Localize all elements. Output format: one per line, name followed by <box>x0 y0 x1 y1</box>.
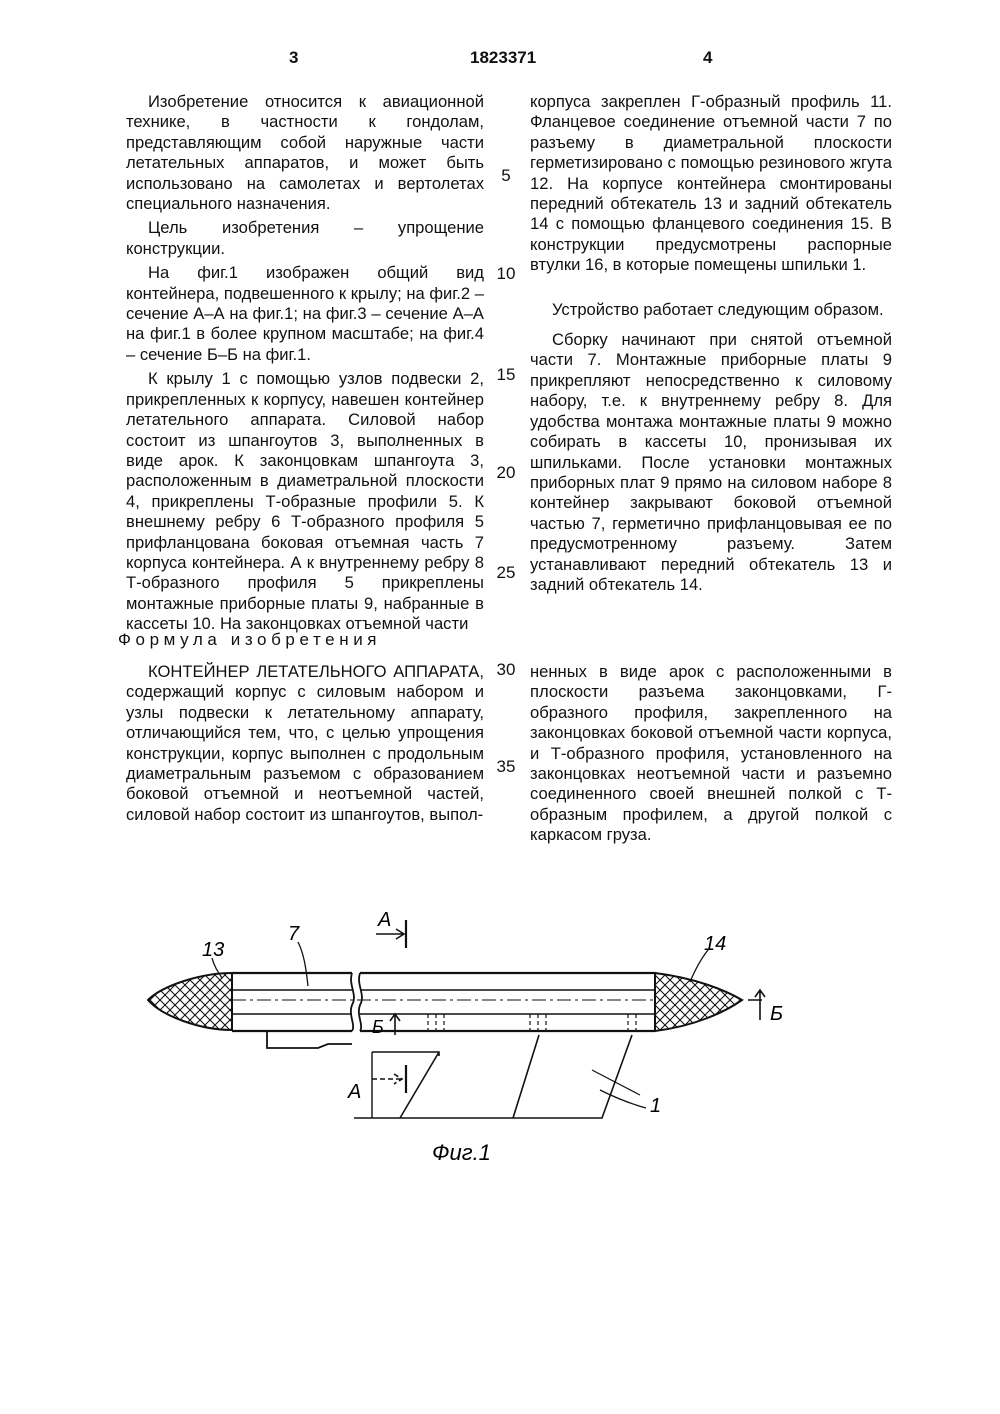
right-column <box>530 92 892 595</box>
paragraph: К крылу 1 с помощью узлов подвески 2, прикрепленных к корпусу, навешен контейнер летательного аппарата. Силовой набор состоит из шпангоутов 3, выполненных в виде арок. К законцовкам шпангоута 3, расположенным в диаметральной плоскости 4, прикреплены Т-образные профили 5. К внешнему ребру 6 Т-образного профиля 5 прифланцована боковая отъемная часть 7 корпуса контейнера. А к внутреннему ребру 8 Т-образного профиля 5 прикреплены монтажные приборные платы 9, набранные в кассеты 10. На законцовках отъемной части <box>126 369 484 634</box>
paragraph: Устройство работает следующим образом. <box>552 299 884 319</box>
figure-1 <box>0 890 1000 1180</box>
label-wing: 1 <box>650 1095 662 1117</box>
left-column <box>126 92 484 635</box>
rear-fairing <box>655 973 742 1031</box>
label-removable-part: 7 <box>288 923 300 945</box>
paragraph: Изобретение относится к авиационной технике, в частности к гондолам, представляющим собой наружные части летательных аппаратов, и может быть использовано на самолетах и вертолетах специального назначения. <box>126 92 484 214</box>
formula-left-text <box>126 662 484 825</box>
paragraph: КОНТЕЙНЕР ЛЕТАТЕЛЬНОГО АППАРАТА, содержащий корпус с силовым набором и узлы подвески к летательному аппарату, отличающийся тем, что, с целью упрощения конструкции, корпус выполнен с продольным диаметральным разъемом с образованием боковой отъемной и неотъемной частей, силовой набор состоит из шпангоутов, выпол- <box>126 662 484 824</box>
label-front-fairing: 13 <box>202 939 225 961</box>
line-number: 25 <box>496 563 516 582</box>
figure-caption: Фиг.1 <box>432 1140 491 1165</box>
line-number: 15 <box>496 365 516 384</box>
line-number: 35 <box>496 757 516 776</box>
label-section-a-top: А <box>378 909 392 931</box>
line-number: 10 <box>496 264 516 283</box>
page-number-right: 4 <box>703 48 713 67</box>
paragraph: ненных в виде арок с расположенными в плоскости разъема законцовками, Г-образного профиля, закрепленного на законцовках боковой отъемной части корпуса, и Т-образного профиля, установленного на законцовках неотъемной части и разъемно соединенного своей внешней полкой с Т-образным профилем, а другой полкой с каркасом груза. <box>530 662 892 845</box>
paragraph: корпуса закреплен Г-образный профиль 11. Фланцевое соединение отъемной части 7 по разъему в диаметральной плоскости герметизировано с помощью резинового жгута 12. На корпусе контейнера смонтированы передний обтекатель 13 и задний обтекатель 14 с помощью фланцевого соединения 15. В конструкции предусмотрены распорные втулки 16, в которые помещены шпильки 1. <box>530 92 892 275</box>
paragraph: Сборку начинают при снятой отъемной части 7. Монтажные приборные платы 9 прикрепляют непосредственно к силовому набору, т.е. к внутреннему ребру 8. Для удобства монтажа монтажные платы 9 можно собирать в кассеты 10, пронизывая их шпильками. После установки монтажных приборных плат 9 прямо на силовом наборе 8 контейнер закрывают боковой отъемной частью 7, герметично прифланцовывая ее по предусмотренному разъему. Затем устанавливают передний обтекатель 13 и задний обтекатель 14. <box>530 330 892 594</box>
line-number: 5 <box>501 166 511 185</box>
break-line <box>351 973 354 1031</box>
label-section-b-left: Б <box>372 1017 384 1037</box>
paragraph: На фиг.1 изображен общий вид контейнера, подвешенного к крылу; на фиг.2 – сечение А–А на фиг.1; на фиг.3 – сечение А–А на фиг.1 в более крупном масштабе; на фиг.4 – сечение Б–Б на фиг.1. <box>126 263 484 364</box>
patent-number: 1823371 <box>470 48 537 67</box>
label-section-a-bottom: А <box>348 1081 362 1103</box>
formula-right-text <box>530 662 892 846</box>
label-rear-fairing: 14 <box>704 933 727 955</box>
line-number: 20 <box>496 463 516 482</box>
wing <box>354 1035 632 1118</box>
label-section-b-right: Б <box>770 1003 784 1025</box>
page-number-left: 3 <box>289 48 299 67</box>
formula-title: Формула изобретения <box>118 630 382 649</box>
line-number: 30 <box>496 660 516 679</box>
paragraph: Цель изобретения – упрощение конструкции. <box>126 218 484 258</box>
front-fairing <box>148 973 232 1030</box>
